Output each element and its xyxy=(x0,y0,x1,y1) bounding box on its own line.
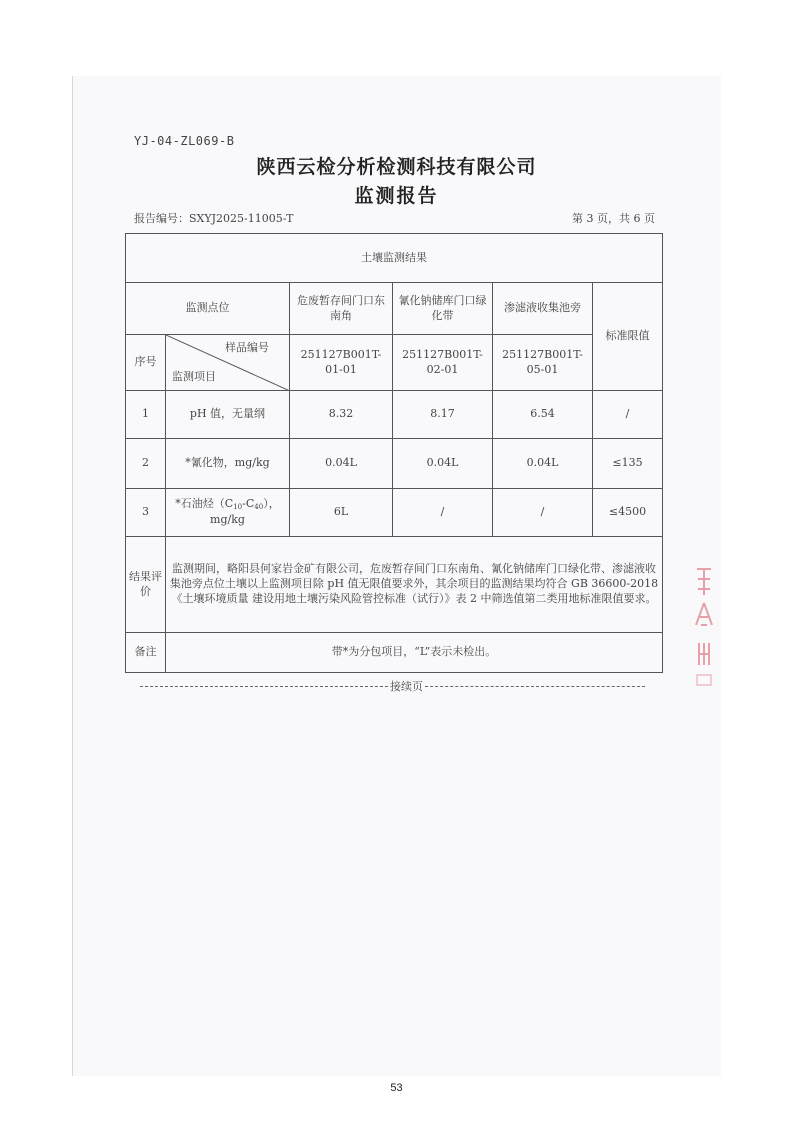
row-seq: 1 xyxy=(126,391,166,439)
point-2: 氰化钠储库门口绿化带 xyxy=(393,283,493,335)
row-seq: 2 xyxy=(126,439,166,489)
seq-label: 序号 xyxy=(126,335,166,391)
sample-no-2: 251127B001T-02-01 xyxy=(393,335,493,391)
point-1: 危废暂存间门口东南角 xyxy=(290,283,393,335)
row-standard: / xyxy=(593,391,663,439)
row-item: pH 值，无量纲 xyxy=(166,391,290,439)
sample-no-3: 251127B001T-05-01 xyxy=(493,335,593,391)
item-sub-2: 40 xyxy=(254,503,264,512)
monitor-point-label: 监测点位 xyxy=(126,283,290,335)
row-item xyxy=(166,489,290,537)
table-row xyxy=(126,489,663,537)
standard-label: 标准限值 xyxy=(593,283,663,391)
item-sub-1: 10 xyxy=(233,503,243,512)
continued-line xyxy=(140,678,645,694)
item-unit: mg/kg xyxy=(210,512,245,526)
row-value-3: 0.04L xyxy=(493,439,593,489)
report-number: 报告编号：SXYJ2025-11005-T xyxy=(134,212,294,225)
row-value-1: 8.32 xyxy=(290,391,393,439)
item-label: 监测项目 xyxy=(172,370,216,384)
continued-text: 接续页 xyxy=(390,680,423,693)
form-code: YJ-04-ZL069-B xyxy=(134,134,235,148)
row-value-3: / xyxy=(493,489,593,537)
item-text-c: ）， xyxy=(263,497,280,511)
item-text-a: *石油烃（C xyxy=(175,497,234,511)
page-number: 53 xyxy=(390,1082,403,1094)
row-value-1: 0.04L xyxy=(290,439,393,489)
page-info: 第 3 页，共 6 页 xyxy=(572,212,655,225)
row-value-2: 8.17 xyxy=(393,391,493,439)
table-title: 土壤监测结果 xyxy=(126,234,663,283)
point-3: 渗滤液收集池旁 xyxy=(493,283,593,335)
company-name: 陕西云检分析检测科技有限公司 xyxy=(256,156,537,178)
table-row xyxy=(126,439,663,489)
table-row xyxy=(126,391,663,439)
dashed-line-left xyxy=(140,686,388,687)
note-label: 备注 xyxy=(126,633,166,673)
sample-no-label: 样品编号 xyxy=(225,341,269,354)
row-value-2: / xyxy=(393,489,493,537)
row-standard: ≤4500 xyxy=(593,489,663,537)
row-standard: ≤135 xyxy=(593,439,663,489)
diagonal-header-cell xyxy=(166,335,290,391)
row-value-2: 0.04L xyxy=(393,439,493,489)
note-text: 带*为分包项目，“L”表示未检出。 xyxy=(166,633,663,673)
row-item: *氰化物，mg/kg xyxy=(166,439,290,489)
row-value-1: 6L xyxy=(290,489,393,537)
eval-text: 监测期间，略阳县何家岩金矿有限公司，危废暂存间门口东南角、氰化钠储库门口绿化带、渗滤液收集池旁点位土壤以上监测项目除 pH 值无限值要求外，其余项目的监测结果均符合 GB 36600-2018《土壤环境质量 建设用地土壤污染风险管控标准（试行）》表 2 中筛选值第二类用地标准限值要求。 xyxy=(166,537,663,633)
soil-results-table xyxy=(125,233,663,673)
eval-label: 结果评价 xyxy=(126,537,166,633)
sample-no-1: 251127B001T-01-01 xyxy=(290,335,393,391)
document-title: 监测报告 xyxy=(354,185,439,207)
row-seq: 3 xyxy=(126,489,166,537)
row-value-3: 6.54 xyxy=(493,391,593,439)
seal-stamp-edge xyxy=(693,565,715,690)
dashed-line-right xyxy=(425,686,645,687)
item-text-b: -C xyxy=(242,497,255,511)
